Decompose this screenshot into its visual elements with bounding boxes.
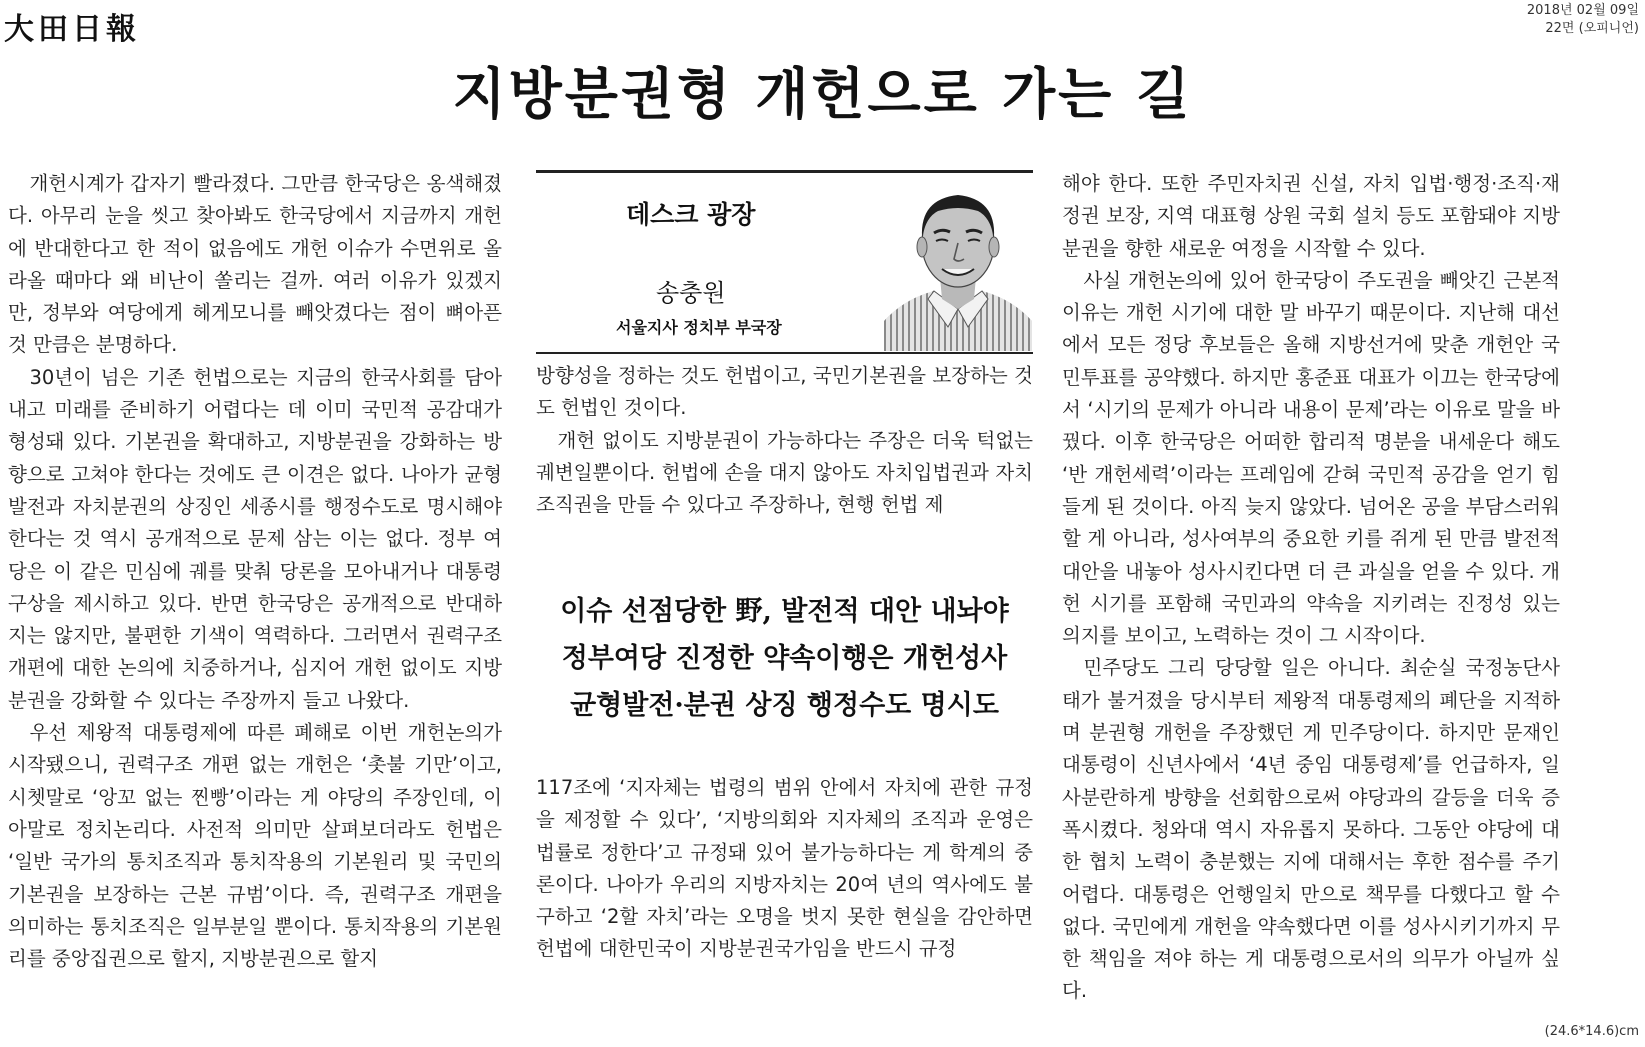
paragraph: 사실 개헌논의에 있어 한국당이 주도권을 빼앗긴 근본적 이유는 개헌 시기에 대한 말 바꾸기 때문이다. 지난해 대선에서 모든 정당 후보들은 올해 지방선거에 맞춘 개헌안 국민투표를 공약했다. 하지만 홍준표 대표가 이끄는 한국당에서 ‘시기의 문제가 아니라 내용이 문제’라는 이유로 말을 바꿨다. 이후 한국당은 어떠한 합리적 명분을 내세운다 해도 ‘반 개헌세력’이라는 프레임에 갇혀 국민적 공감을 얻기 힘들게 된 것이다. 아직 늦지 않았다. 넘어온 공을 부담스러워할 게 아니라, 성사여부의 중요한 키를 쥐게 된 만큼 발전적 대안을 내놓아 성사시킨다면 더 큰 과실을 얻을 수 있다. 개헌 시기를 포함해 국민과의 약속을 지키려는 진정성 있는 의지를 보이고, 노력하는 것이 그 시작이다.	[1062, 268, 1560, 648]
column-label: 데스크 광장	[626, 200, 756, 229]
newspaper-logo: 大田日報	[4, 12, 140, 47]
paragraph: 30년이 넘은 기존 헌법으로는 지금의 한국사회를 담아내고 미래를 준비하기 어렵다는 데 이미 국민적 공감대가 형성돼 있다. 기본권을 확대하고, 지방분권을 강화하는 방향으로 고쳐야 한다는 것에도 큰 이견은 없다. 나아가 균형발전과 자치분권의 상징인 세종시를 행정수도로 명시해야 한다는 것 역시 공개적으로 문제 삼는 이는 없다. 정부 여당은 이 같은 민심에 궤를 맞춰 당론을 모아내거나 대통령 구상을 제시하고 있다. 반면 한국당은 공개적으로 반대하지는 않지만, 불편한 기색이 역력하다. 그러면서 권력구조 개편에 대한 논의에 치중하거나, 심지어 개헌 없이도 지방분권을 강화할 수 있다는 주장까지 들고 나왔다.	[8, 365, 502, 712]
body-column-right	[1062, 168, 1560, 1008]
paragraph: 117조에 ‘지자체는 법령의 범위 안에서 자치에 관한 규정을 제정할 수 있다’, ‘지방의회와 지자체의 조직과 운영은 법률로 정한다’고 규정돼 있어 불가능하다는 게 학계의 중론이다. 나아가 우리의 지방자치는 20여 년의 역사에도 불구하고 ‘2할 자치’라는 오명을 벗지 못한 현실을 감안하면 헌법에 대한민국이 지방분권국가임을 반드시 규정	[536, 776, 1033, 961]
body-column-middle-top	[536, 360, 1033, 521]
author-portrait-image	[884, 181, 1032, 351]
article-headline: 지방분권형 개헌으로 가는 길	[452, 62, 1193, 126]
issue-date: 2018년 02월 09일	[1526, 3, 1639, 18]
paragraph: 개헌 없이도 지방분권이 가능하다는 주장은 더욱 턱없는 궤변일뿐이다. 헌법에 손을 대지 않아도 자치입법권과 자치조직권을 만들 수 있다고 주장하나, 현행 헌법 제	[536, 428, 1033, 517]
body-column-left	[8, 168, 502, 975]
column-header-box	[536, 170, 1033, 354]
clipping-size-note: (24.6*14.6)cm	[1544, 1024, 1639, 1039]
paragraph: 방향성을 정하는 것도 헌법이고, 국민기본권을 보장하는 것도 헌법인 것이다.	[536, 364, 1033, 420]
issue-meta	[1527, 2, 1639, 38]
paragraph: 개헌시계가 갑자기 빨라졌다. 그만큼 한국당은 옹색해졌다. 아무리 눈을 씻고 찾아봐도 한국당에서 지금까지 개헌에 반대한다고 한 적이 없음에도 개헌 이슈가 수면위로 올라올 때마다 왜 비난이 쏠리는 걸까. 여러 이유가 있겠지만, 정부와 여당에게 헤게모니를 빼앗겼다는 점이 뼈아픈 것 만큼은 분명하다.	[8, 172, 502, 357]
pull-quote-line: 균형발전·분권 상징 행정수도 명시도	[570, 690, 999, 721]
pull-quote-line: 정부여당 진정한 약속이행은 개헌성사	[561, 643, 1008, 674]
page-section: 22면 (오피니언)	[1545, 21, 1639, 36]
pull-quote-line: 이슈 선점당한 野, 발전적 대안 내놔야	[560, 596, 1009, 627]
author-title: 서울지사 정치부 부국장	[616, 318, 782, 337]
paragraph: 우선 제왕적 대통령제에 따른 폐해로 이번 개헌논의가 시작됐으니, 권력구조 개편 없는 개헌은 ‘촛불 기만’이고, 시쳇말로 ‘앙꼬 없는 찐빵’이라는 게 야당의 주장인데, 이아말로 정치논리다. 사전적 의미만 살펴보더라도 헌법은 ‘일반 국가의 통치조직과 통치작용의 기본원리 및 국민의 기본권을 보장하는 근본 규범’이다. 즉, 권력구조 개편을 의미하는 통치조직은 일부분일 뿐이다. 통치작용의 기본원리를 중앙집권으로 할지, 지방분권으로 할지	[8, 721, 502, 971]
pull-quote	[536, 588, 1033, 729]
author-photo	[884, 181, 1032, 351]
paragraph: 해야 한다. 또한 주민자치권 신설, 자치 입법·행정·조직·재정권 보장, 지역 대표형 상원 국회 설치 등도 포함돼야 지방분권을 향한 새로운 여정을 시작할 수 있다.	[1062, 172, 1560, 260]
body-column-middle-bottom	[536, 772, 1033, 966]
paragraph: 민주당도 그리 당당할 일은 아니다. 최순실 국정농단사태가 불거졌을 당시부터 제왕적 대통령제의 폐단을 지적하며 분권형 개헌을 주장했던 게 민주당이다. 하지만 문재인 대통령이 신년사에서 ‘4년 중임 대통령제’를 언급하자, 일사분란하게 방향을 선회함으로써 야당과의 갈등을 더욱 증폭시켰다. 청와대 역시 자유롭지 못하다. 그동안 야당에 대한 협치 노력이 충분했는 지에 대해서는 후한 점수를 주기 어렵다. 대통령은 언행일치 만으로 책무를 다했다고 할 수 없다. 국민에게 개헌을 약속했다면 이를 성사시키기까지 무한 책임을 져야 하는 게 대통령으로서의 의무가 아닐까 싶다.	[1062, 656, 1560, 1003]
author-name: 송충원	[656, 279, 726, 307]
